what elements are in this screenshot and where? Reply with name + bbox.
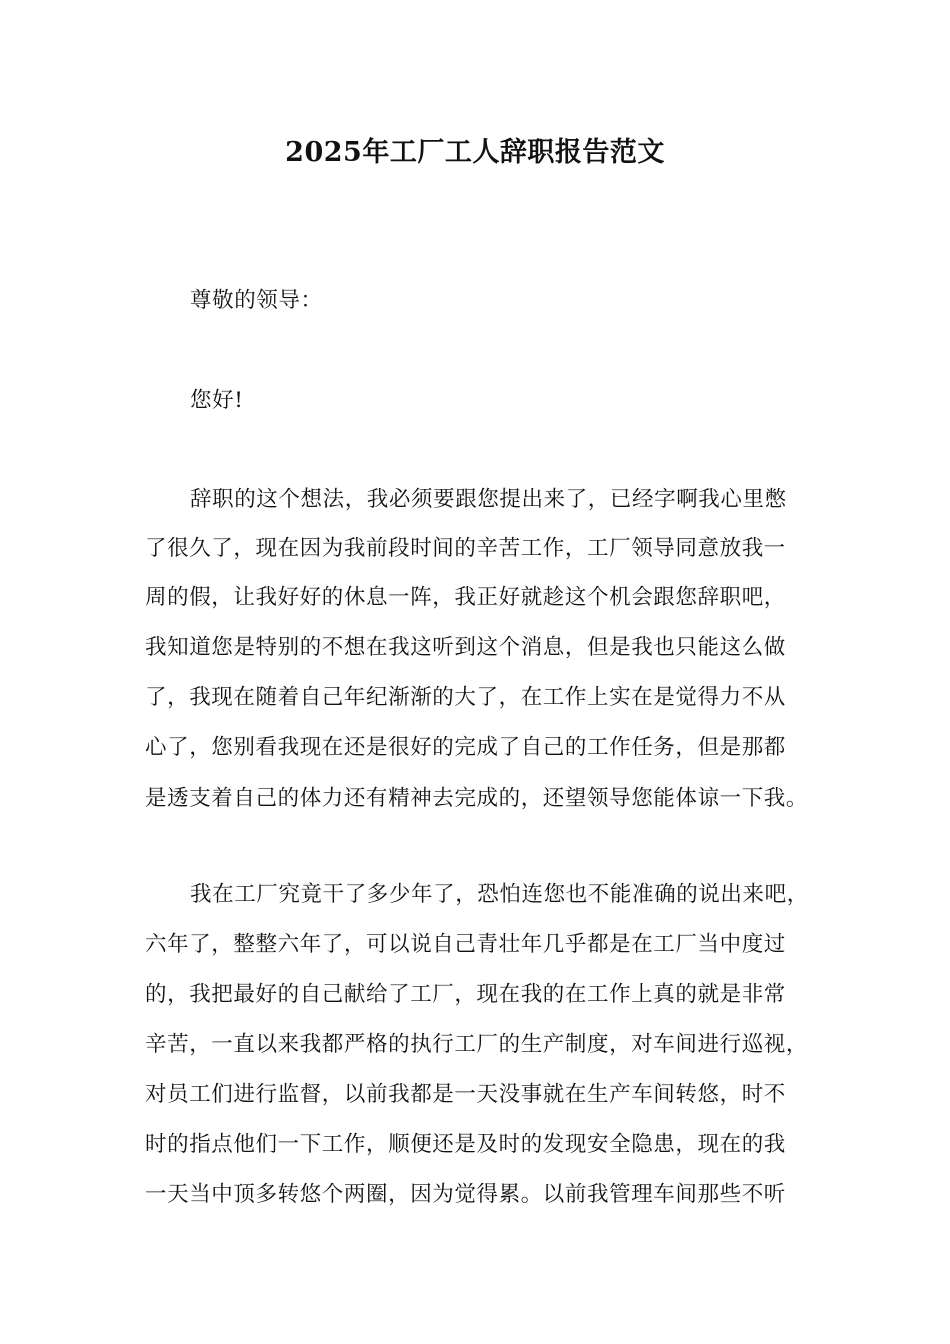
paragraph-line: 周的假，让我好好的休息一阵，我正好就趁这个机会跟您辞职吧， — [145, 585, 786, 610]
paragraph-line: 了很久了，现在因为我前段时间的辛苦工作，工厂领导同意放我一 — [145, 536, 786, 561]
paragraph-line: 一天当中顶多转悠个两圈，因为觉得累。以前我管理车间那些不听 — [145, 1182, 786, 1207]
paragraph-line: 是透支着自己的体力还有精神去完成的，还望领导您能体谅一下我。 — [145, 786, 809, 811]
document-title: 2025年工厂工人辞职报告范文 — [285, 137, 665, 168]
paragraph-line: 我知道您是特别的不想在我这听到这个消息，但是我也只能这么做 — [145, 635, 786, 660]
paragraph-line: 辛苦，一直以来我都严格的执行工厂的生产制度，对车间进行巡视， — [145, 1032, 809, 1057]
salutation: 尊敬的领导： — [190, 288, 323, 313]
paragraph-line: 辞职的这个想法，我必须要跟您提出来了，已经字啊我心里憋 — [190, 487, 787, 512]
paragraph-line: 对员工们进行监督，以前我都是一天没事就在生产车间转悠，时不 — [145, 1082, 786, 1107]
paragraph-line: 了，我现在随着自己年纪渐渐的大了，在工作上实在是觉得力不从 — [145, 685, 786, 710]
paragraph-line: 时的指点他们一下工作，顺便还是及时的发现安全隐患，现在的我 — [145, 1132, 786, 1157]
greeting: 您好! — [190, 388, 244, 413]
paragraph-line: 的，我把最好的自己献给了工厂，现在我的在工作上真的就是非常 — [145, 982, 786, 1007]
paragraph-line: 心了，您别看我现在还是很好的完成了自己的工作任务，但是那都 — [145, 735, 786, 760]
paragraph-line: 六年了，整整六年了，可以说自己青壮年几乎都是在工厂当中度过 — [145, 932, 786, 957]
paragraph-line: 我在工厂究竟干了多少年了，恐怕连您也不能准确的说出来吧， — [190, 882, 809, 907]
